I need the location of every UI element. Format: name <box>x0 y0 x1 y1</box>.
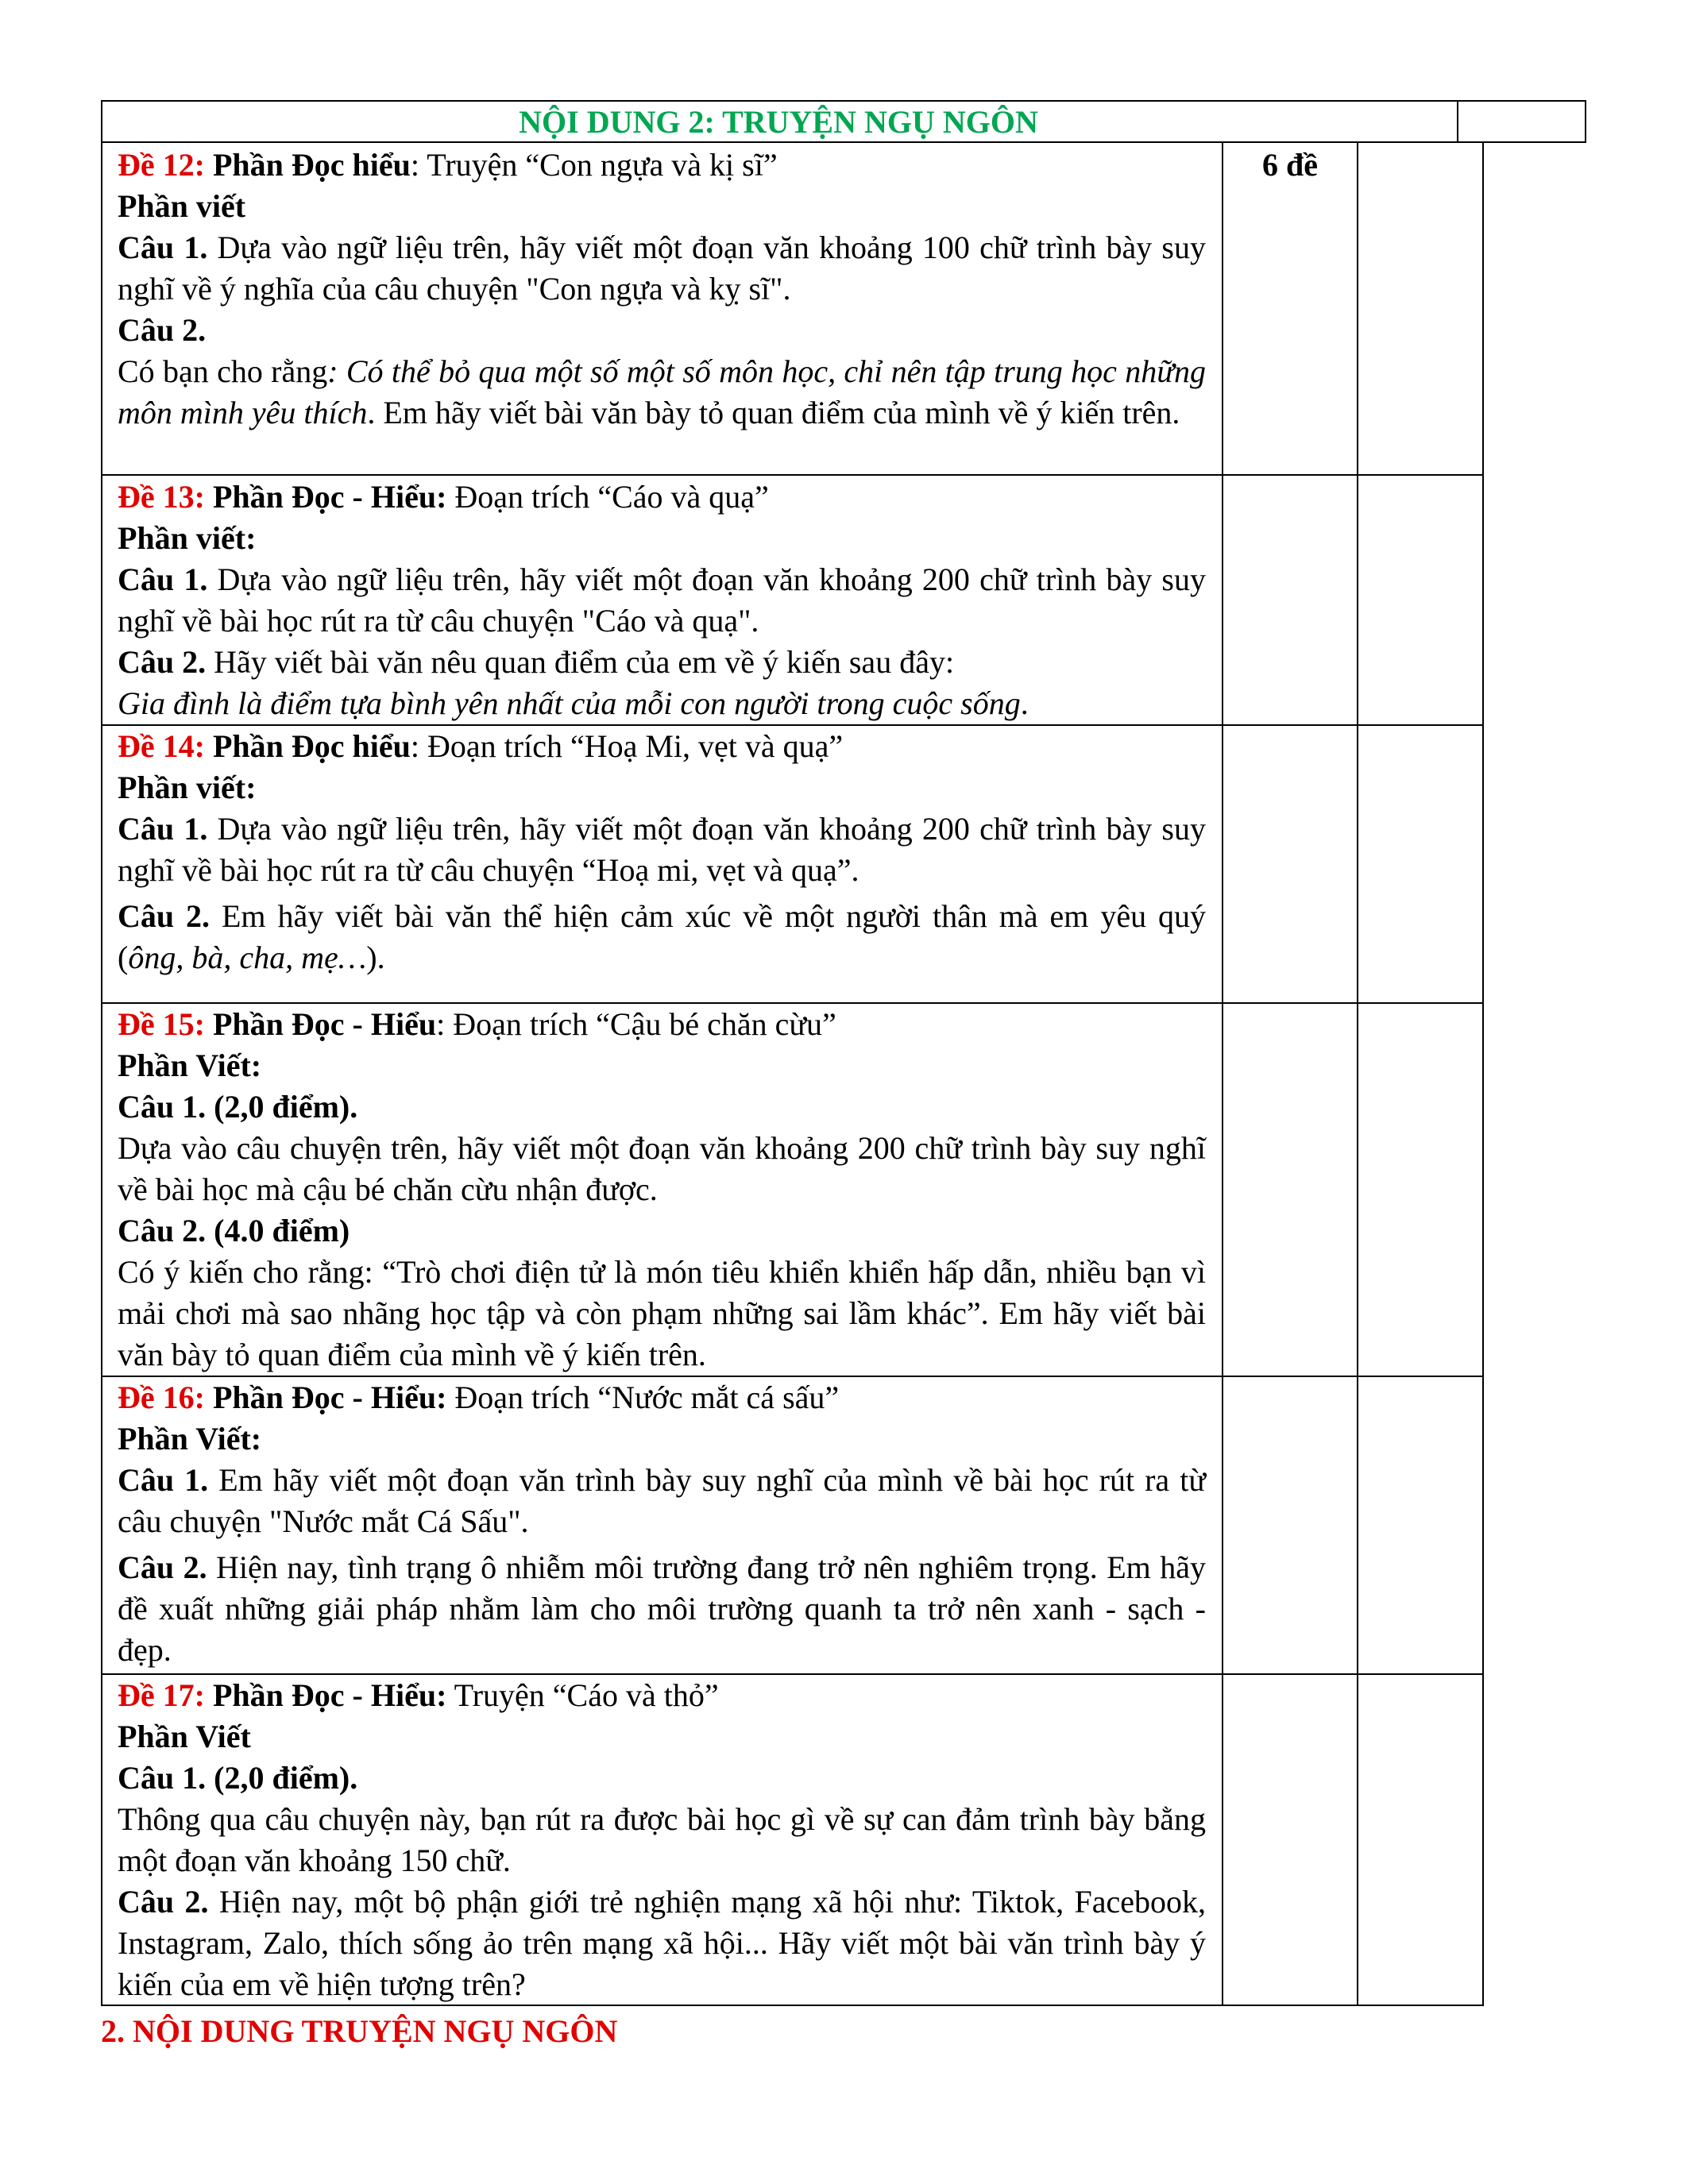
question-text: Có bạn cho rằng <box>118 353 328 389</box>
question-italic: ông, bà, cha, mẹ… <box>128 940 367 975</box>
question-text: Dựa vào ngữ liệu trên, hãy viết một đoạn văn khoảng 100 chữ trình bày suy nghĩ về ý nghĩa của câu chuyện "Con ngựa và kỵ sĩ". <box>118 230 1206 307</box>
question-label: Câu 2. <box>118 898 211 934</box>
question-text: . Em hãy viết bài văn bày tỏ quan điểm của mình về ý kiến trên. <box>367 395 1180 430</box>
question-text: ). <box>366 940 385 975</box>
writing-section-label: Phần viết: <box>118 770 257 805</box>
question-label: Câu 2. (4.0 điểm) <box>118 1213 350 1248</box>
question-text: Có ý kiến cho rằng: “Trò chơi điện tử là món tiêu khiển khiển hấp dẫn, nhiều bạn vì mải chơi mà sao nhãng học tập và còn phạm những sai lầm khác”. Em hãy viết bài văn bày tỏ quan điểm của mình về ý kiến trên. <box>118 1254 1206 1372</box>
exercise-number: Đề 16: <box>118 1379 205 1415</box>
question-text: Dựa vào câu chuyện trên, hãy viết một đoạn văn khoảng 200 chữ trình bày suy nghĩ về bài học mà cậu bé chăn cừu nhận được. <box>118 1130 1206 1207</box>
question-text: Em hãy viết một đoạn văn trình bày suy nghĩ của mình về bài học rút ra từ câu chuyện "Nước mắt Cá Sấu". <box>118 1462 1207 1539</box>
reading-section-label: Phần Đọc - Hiểu: <box>212 1379 447 1415</box>
question-italic: : Có thể bỏ qua một số một số môn học, chỉ nên tập trung học những môn mình yêu thích <box>118 353 1207 430</box>
question-text: Em hãy viết bài văn thể hiện cảm xúc về một người thân mà em yêu quý ( <box>118 898 1206 975</box>
reading-text: : Truyện “Con ngựa và kị sĩ” <box>410 147 778 183</box>
question-text: Hiện nay, một bộ phận giới trẻ nghiện mạng xã hội như: Tiktok, Facebook, Instagram, Zalo, thích sống ảo trên mạng xã hội... Hãy viết một bài văn trình bày ý kiến của em về hiện tượng trên? <box>118 1884 1206 2002</box>
exercise-cell <box>118 1675 1206 2005</box>
exercise-cell <box>118 726 1206 978</box>
table-border-left <box>101 100 102 2006</box>
exercise-number: Đề 14: <box>118 728 205 764</box>
exercise-number: Đề 12: <box>118 147 205 183</box>
reading-section-label: Phần Đọc - Hiểu: <box>212 479 447 515</box>
reading-section-label: Phần Đọc - Hiểu <box>212 1006 437 1042</box>
question-label: Câu 2. <box>118 1549 207 1585</box>
question-label: Câu 2. <box>118 312 207 348</box>
question-label: Câu 1. <box>118 811 208 847</box>
question-text: Thông qua câu chuyện này, bạn rút ra được bài học gì về sự can đảm trình bày bằng một đoạn văn khoảng 150 chữ. <box>118 1801 1206 1878</box>
reading-section-label: Phần Đọc - Hiểu: <box>212 1677 447 1713</box>
exercise-number: Đề 15: <box>118 1006 205 1042</box>
table-border-right-header <box>1585 100 1586 143</box>
reading-text: : Đoạn trích “Cậu bé chăn cừu” <box>436 1006 836 1042</box>
section-title: NỘI DUNG 2: TRUYỆN NGỤ NGÔN <box>519 104 1038 140</box>
writing-section-label: Phần viết: <box>118 520 257 556</box>
question-label: Câu 2. <box>118 1884 209 1920</box>
question-label: Câu 1. <box>118 561 208 597</box>
question-text: Dựa vào ngữ liệu trên, hãy viết một đoạn văn khoảng 200 chữ trình bày suy nghĩ về bài học rút ra từ câu chuyện "Cáo và quạ". <box>118 561 1206 639</box>
row-divider <box>101 474 1484 476</box>
exercise-cell <box>118 145 1206 434</box>
reading-section-label: Phần Đọc hiểu <box>212 728 411 764</box>
column-divider <box>1482 141 1484 2006</box>
question-label: Câu 1. <box>118 230 208 265</box>
section-heading: 2. NỘI DUNG TRUYỆN NGỤ NGÔN <box>101 2013 618 2049</box>
question-text: . <box>1020 685 1029 721</box>
reading-section-label: Phần Đọc hiểu <box>212 147 411 183</box>
question-text: Dựa vào ngữ liệu trên, hãy viết một đoạn văn khoảng 200 chữ trình bày suy nghĩ về bài học rút ra từ câu chuyện “Hoạ mi, vẹt và quạ”. <box>118 811 1206 888</box>
writing-section-label: Phần Viết: <box>118 1048 262 1083</box>
question-italic: Gia đình là điểm tựa bình yên nhất của mỗi con người trong cuộc sống <box>118 685 1021 721</box>
question-label: Câu 1. <box>118 1462 209 1498</box>
column-divider <box>1222 141 1223 2006</box>
exercise-cell <box>118 1004 1206 1376</box>
reading-text: Đoạn trích “Nước mắt cá sấu” <box>446 1379 840 1415</box>
exercise-cell <box>118 477 1206 724</box>
count-label: 6 đề <box>1262 147 1318 183</box>
exercise-cell <box>118 1377 1206 1671</box>
exercise-number: Đề 17: <box>118 1677 205 1713</box>
header-column-divider <box>1457 100 1458 143</box>
question-label: Câu 1. (2,0 điểm). <box>118 1760 358 1796</box>
reading-text: Đoạn trích “Cáo và quạ” <box>446 479 769 515</box>
reading-text: : Đoạn trích “Hoạ Mi, vẹt và quạ” <box>410 728 844 764</box>
question-label: Câu 1. (2,0 điểm). <box>118 1089 358 1125</box>
exercise-number: Đề 13: <box>118 479 205 515</box>
reading-text: Truyện “Cáo và thỏ” <box>446 1677 719 1713</box>
question-label: Câu 2. <box>118 644 207 680</box>
writing-section-label: Phần Viết: <box>118 1421 262 1457</box>
column-divider <box>1357 141 1358 2006</box>
question-text: Hiện nay, tình trạng ô nhiễm môi trường đang trở nên nghiêm trọng. Em hãy đề xuất những giải pháp nhằm làm cho môi trường quanh ta trở nên xanh - sạch - đẹp. <box>118 1549 1206 1668</box>
question-text: Hãy viết bài văn nêu quan điểm của em về ý kiến sau đây: <box>206 644 955 680</box>
writing-section-label: Phần viết <box>118 188 246 224</box>
writing-section-label: Phần Viết <box>118 1719 251 1754</box>
